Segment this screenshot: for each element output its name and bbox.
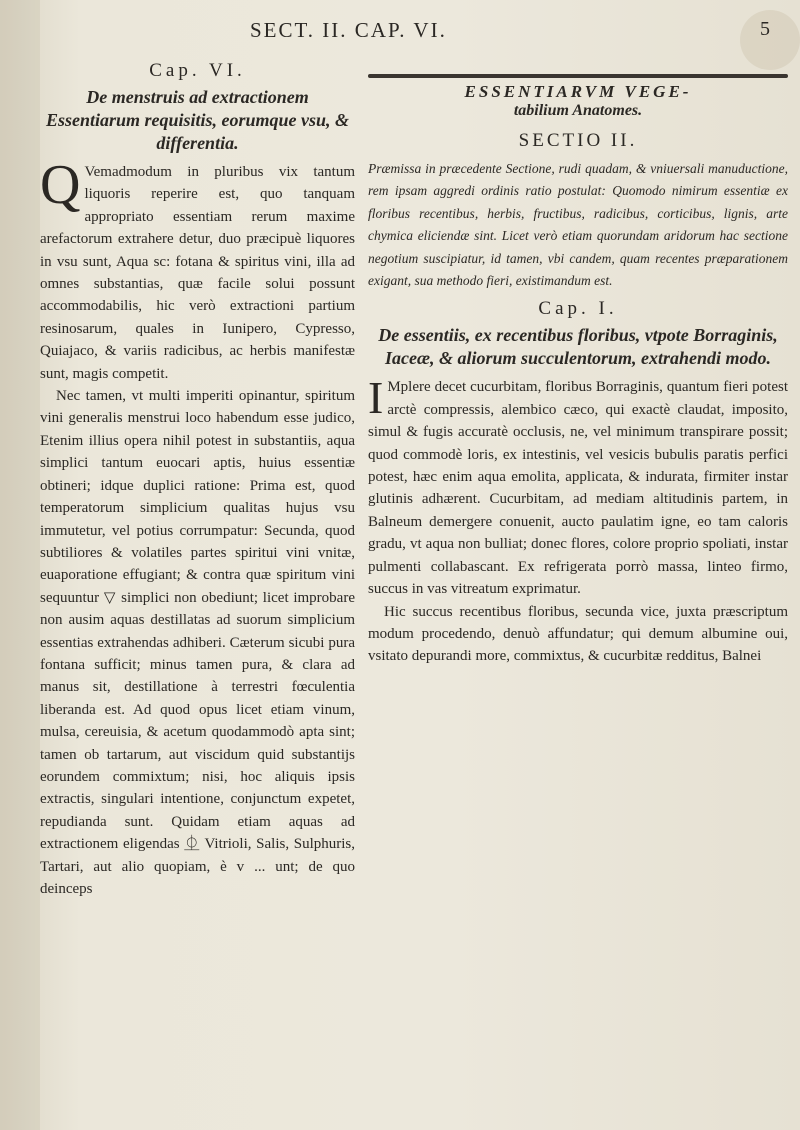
left-column	[40, 60, 355, 900]
drop-cap-2: I	[368, 372, 384, 424]
paragraph-1	[40, 154, 355, 385]
chapter-heading-2: Cap. I.	[538, 298, 618, 320]
section-intro: Præmissa in præcedente Sectione, rudi quadam, & vniuersali manuductione, rem ipsam aggredi ordinis ratio postulat: Quomodo nimirum essentiæ ex floribus recentibus, herbis, fructibus, radicibus, corticibus, lignis, arte chymica eliciendæ sint. Licet verò etiam quorundam aridorum hac sectione negotium suscipiatur, id tamen, vbi candem, quam recentes præparationem exigant, sua methodo fieri, existimandum est.	[368, 161, 788, 289]
chapter-title: De menstruis ad extractionem Essentiarum requisitis, eorumque vsu, & differentia.	[45, 87, 350, 153]
paragraph-4: Hic succus recentibus floribus, secunda vice, juxta præscriptum modum procedendo, denuò affundatur; qui demum albumine oui, vsitato depurandi more, commixtus, & cucurbitæ redditus, Balnei	[368, 603, 788, 665]
gutter-shadow	[0, 0, 40, 1130]
paragraph-3-text: Mplere decet cucurbitam, floribus Borraginis, quantum fieri potest arctè compressis, alembico cæco, qui exactè claudat, imposito, simul & fugis accuratè occlusis, ne, vel minimum transpirare possit; quod commodè loris, ex intestinis, vel vesicis bubulis paratis perfici potest, hæc enim aqua emolita, applicata, & indurata, firmiter instar glutinis adhærent. Cucurbitam, ad mediam altitudinis partem, in Balneum demergere conuenit, aucto paulatim igne, eo tam caloris gradu, vt aqua non bulliat; donec flores, colore proprio spoliati, instar pulmenti collabascant. Ex refrigerata porrò massa, linteo firmo, succus in vas vitreatum exprimatur.	[368, 379, 788, 598]
ornament-rule	[368, 74, 788, 78]
section-heading: SECTIO II.	[518, 130, 638, 151]
paragraph-3	[368, 372, 788, 600]
paragraph-2: Nec tamen, vt multi imperiti opinantur, spiritum vini generalis menstrui loco habendum esse judico, Etenim illius opera nihil potest in substantiis, aqua simplici tantum euocari aptis, huius essentiæ obtineri; idque duplici ratione: Prima est, quod temperatorum simplicium qualitas hujus vsu immutetur, vel potius corrumpatur: Secunda, quod subtiliores & volatiles partes spiritui vini vnitæ, euaporatione effugiant; & contra quæ spiritum vini sequuntur ▽ simplici non obediunt; licet improbare non ausim aquas destillatas ad suorum simplicium essentias extrahendas adhiberi. Cæterum sicubi pura fontana sufficit; minus tamen pura, & clara ad manus sit, destillatione à terrestri fœculentia liberanda est. Ad quod opus licet etiam vinum, mulsa, cereuisia, & acetum quodammodò apta sint; tamen ob tartarum, aut viscidum quid substantijs eorundem commixtum; nisi, hoc aliquis ipsis extractis, singulari intentione, conjunctum expetet, repudianda sunt. Quidam etiam aquas ad extractionem eligendas ⏂ Vitrioli, Salis, Sulphuris, Tartari, aut alio quopiam, è v ... unt; de quo deinceps	[40, 388, 355, 897]
page-number: 5	[760, 18, 770, 40]
book-subtitle: tabilium Anatomes.	[513, 102, 643, 119]
running-head	[0, 18, 800, 58]
drop-cap: Q	[40, 154, 81, 216]
right-column	[368, 68, 788, 668]
paragraph-1-text: Vemadmodum in pluribus vix tantum liquoris reperire est, quo tanquam appropriato essentiam rerum maxime arefactorum extrahere detur, duo præcipuè liquores in vsu sunt, Aqua sc: fotana & spiritus vini, illa ad omnes substantias, quæ facile solui possunt accommodabilis, hic verò extractioni partium resinosarum, quales in Iunipero, Cypresso, Quiajaco, & variis radicibus, ac herbis manifestæ sunt, magis competit.	[40, 164, 355, 382]
running-title: SECT. II. CAP. VI.	[250, 18, 447, 42]
chapter-heading: Cap. VI.	[149, 60, 246, 81]
book-title: ESSENTIARVM VEGE-	[464, 82, 692, 101]
chapter-title-2: De essentiis, ex recentibus floribus, vtpote Borraginis, Iaceæ, & aliorum succulentorum, extrahendi modo.	[378, 325, 778, 369]
